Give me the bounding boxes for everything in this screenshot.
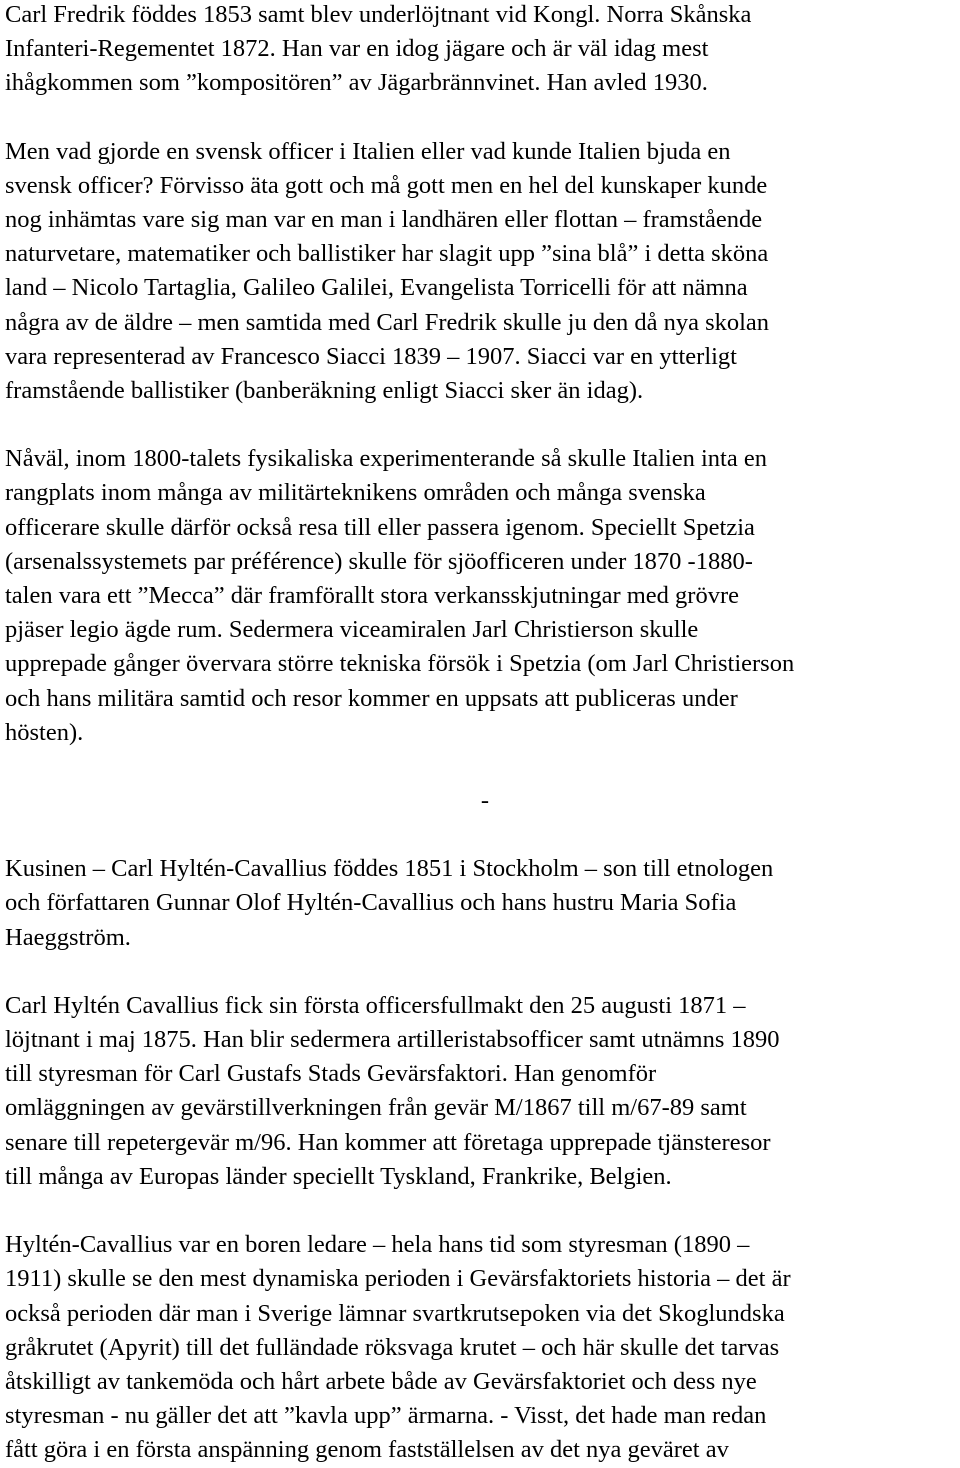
text-line: omläggningen av gevärstillverkningen från gevär M/1867 till m/67-89 samt (5, 1094, 747, 1122)
text-line: Kusinen – Carl Hyltén-Cavallius föddes 1851 i Stockholm – son till etnologen (5, 855, 774, 883)
text-line: ihågkommen som ”kompositören” av Jägarbrännvinet. Han avled 1930. (5, 69, 708, 97)
text-line: några av de äldre – men samtida med Carl Fredrik skulle ju den då nya skolan (5, 308, 770, 336)
text-line: Carl Fredrik föddes 1853 samt blev underlöjtnant vid Kongl. Norra Skånska (5, 1, 752, 28)
text-line: senare till repetergevär m/96. Han kommer att företaga upprepade tjänsteresor (5, 1128, 771, 1156)
paragraph-officersfullmakt (5, 989, 955, 1194)
text-line: naturvetare, matematiker och ballistiker har slagit upp ”sina blå” i detta sköna (5, 240, 769, 268)
text-line: löjtnant i maj 1875. Han blir sedermera artilleristabsofficer samt utnämns 1890 (5, 1026, 780, 1054)
text-line: Carl Hyltén Cavallius fick sin första officersfullmakt den 25 augusti 1871 – (5, 991, 746, 1019)
text-line: land – Nicolo Tartaglia, Galileo Galilei, Evangelista Torricelli för att nämna (5, 274, 748, 302)
text-line: hösten). (5, 718, 84, 746)
section-separator: - (480, 787, 490, 815)
text-line: Nåväl, inom 1800-talets fysikaliska experimenterande så skulle Italien inta en (5, 445, 767, 473)
text-line: talen vara ett ”Mecca” där framförallt stora verkansskjutningar med grövre (5, 582, 739, 610)
text-line: pjäser legio ägde rum. Sedermera viceamiralen Jarl Christierson skulle (5, 616, 699, 644)
text-line: styresman - nu gäller det att ”kavla upp” ärmarna. - Visst, det hade man redan (5, 1402, 767, 1430)
text-line: framstående ballistiker (banberäkning enligt Siacci sker än idag). (5, 377, 644, 405)
paragraph-spetzia (5, 442, 955, 750)
text-line: officerare skulle därför också resa till eller passera igenom. Speciellt Spetzia (5, 513, 755, 541)
paragraph-italy-officer (5, 135, 955, 409)
paragraph-gap (5, 408, 955, 442)
text-line: (arsenalssystemets par préférence) skulle för sjöofficeren under 1870 -1880- (5, 547, 753, 575)
text-line: Hyltén-Cavallius var en boren ledare – hela hans tid som styresman (1890 – (5, 1231, 750, 1259)
document-page (5, 0, 955, 1468)
text-line: rangplats inom många av militärteknikens områden och många svenska (5, 479, 706, 507)
text-line: till styresman för Carl Gustafs Stads Gevärsfaktori. Han genomför (5, 1060, 657, 1088)
text-line: upprepade gånger övervara större tekniska försök i Spetzia (om Jarl Christierson (5, 650, 795, 678)
text-line: och hans militära samtid och resor kommer en uppsats att publiceras under (5, 684, 738, 712)
paragraph-gap (5, 818, 955, 852)
text-line: 1911) skulle se den mest dynamiska perioden i Gevärsfaktoriets historia – det är (5, 1265, 791, 1293)
paragraph-gap (5, 1194, 955, 1228)
text-line: Men vad gjorde en svensk officer i Italien eller vad kunde Italien bjuda en (5, 137, 731, 165)
text-line: också perioden där man i Sverige lämnar svartkrutsepoken via det Skoglundska (5, 1299, 785, 1327)
text-line: svensk officer? Förvisso äta gott och må gott men en hel del kunskaper kunde (5, 171, 768, 199)
text-line: fått göra i en första anspänning genom fastställelsen av det nya geväret av (5, 1436, 729, 1464)
paragraph-gap (5, 955, 955, 989)
paragraph-carl-fredrik (5, 0, 955, 101)
paragraph-kusinen (5, 852, 955, 955)
paragraph-gap (5, 750, 955, 784)
text-line: gråkrutet (Apyrit) till det fulländade röksvaga krutet – och här skulle det tarvas (5, 1333, 780, 1361)
text-line: nog inhämtas vare sig man var en man i landhären eller flottan – framstående (5, 206, 763, 234)
paragraph-gap (5, 101, 955, 135)
text-line: till många av Europas länder speciellt Tyskland, Frankrike, Belgien. (5, 1162, 672, 1190)
text-line: Infanteri-Regementet 1872. Han var en idog jägare och är väl idag mest (5, 35, 709, 63)
text-line: och författaren Gunnar Olof Hyltén-Cavallius och hans hustru Maria Sofia (5, 889, 737, 917)
text-line: vara representerad av Francesco Siacci 1839 – 1907. Siacci var en ytterligt (5, 342, 737, 370)
text-line: Haeggström. (5, 923, 131, 951)
text-line: åtskilligt av tankemöda och hårt arbete både av Gevärsfaktoriet och dess nye (5, 1367, 757, 1395)
paragraph-ledare (5, 1228, 955, 1467)
